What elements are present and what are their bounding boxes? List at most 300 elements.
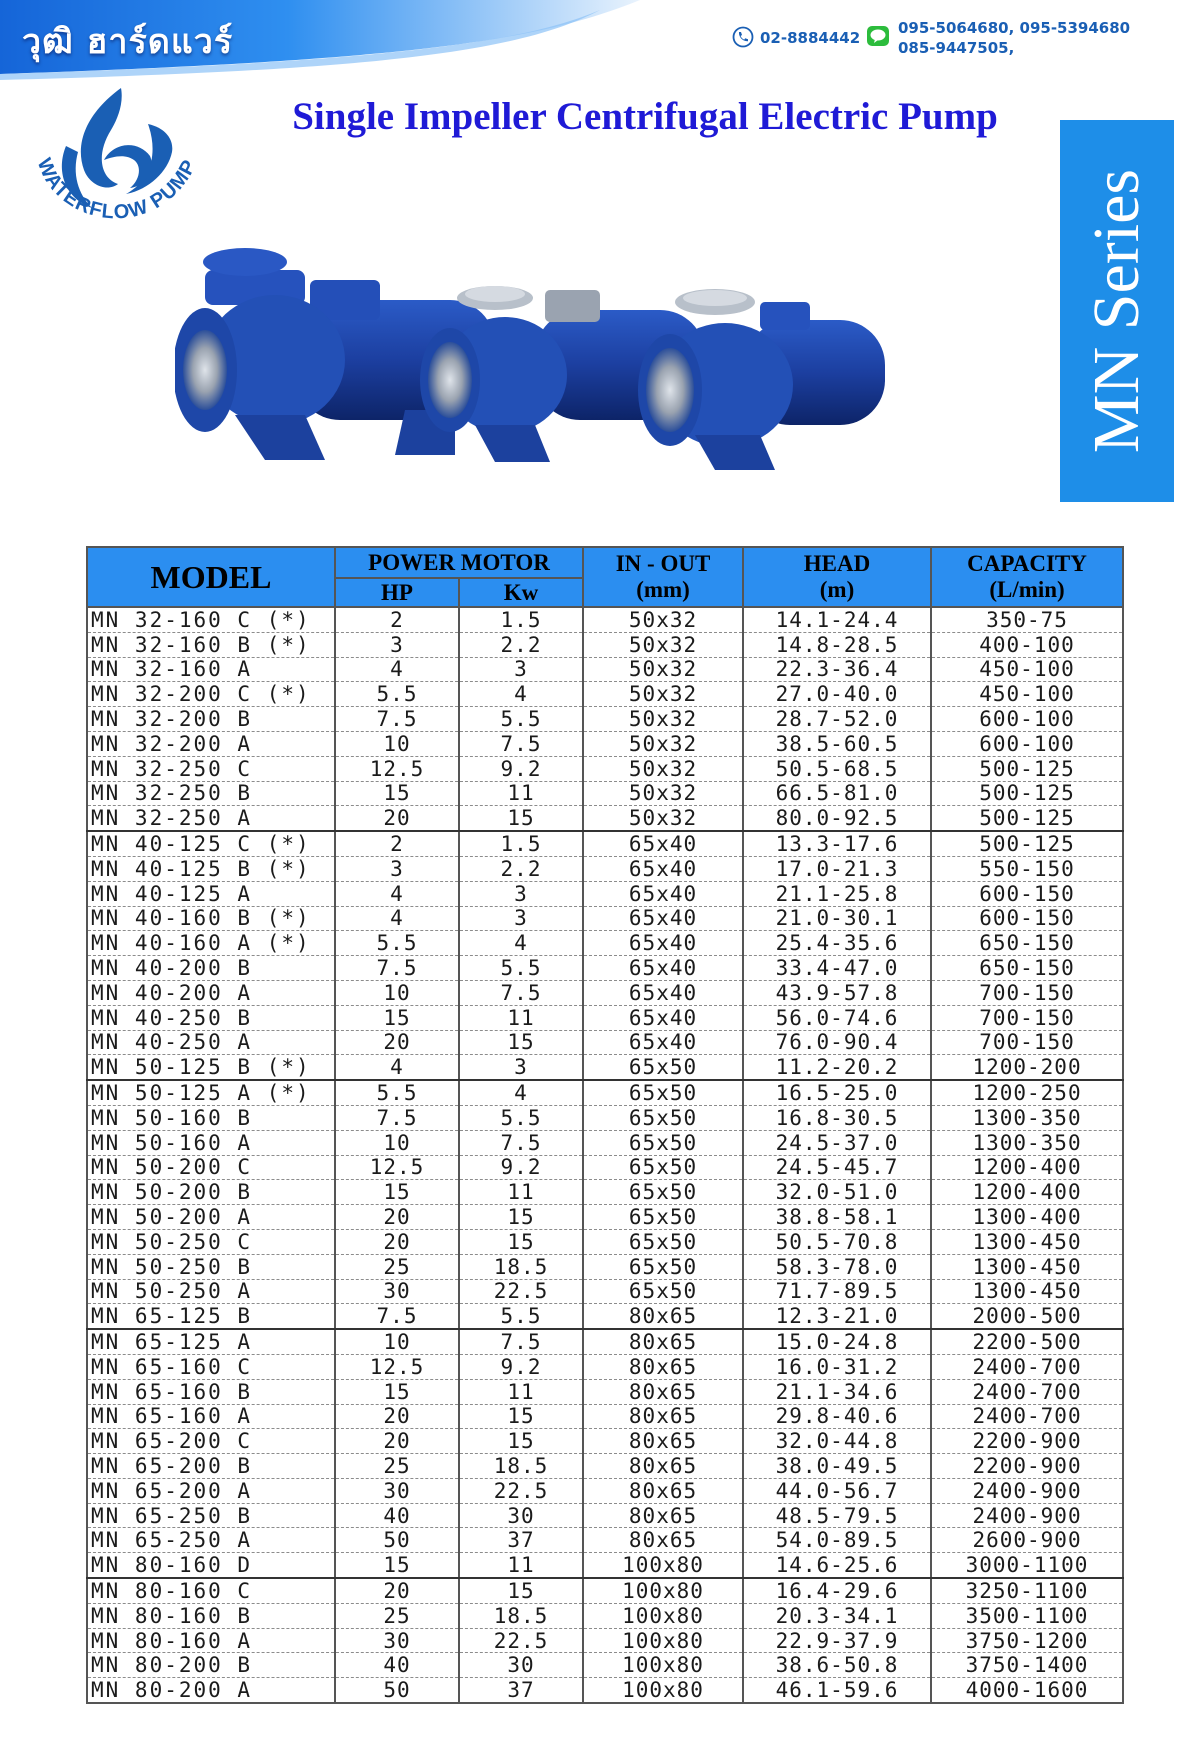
head-cell: 71.7-89.5	[743, 1279, 931, 1304]
svg-text:WATERFLOW PUMP	[33, 155, 201, 223]
table-row	[87, 1578, 1123, 1603]
kw-cell: 3	[459, 1055, 583, 1080]
head-cell: 16.8-30.5	[743, 1105, 931, 1130]
kw-cell: 9.2	[459, 1354, 583, 1379]
capacity-cell: 450-100	[931, 657, 1123, 682]
hp-cell: 10	[335, 980, 459, 1005]
model-cell: MN 65-200 B	[87, 1454, 335, 1479]
table-row	[87, 1155, 1123, 1180]
table-row	[87, 806, 1123, 831]
hp-cell: 7.5	[335, 1304, 459, 1329]
model-cell: MN 50-200 A	[87, 1205, 335, 1230]
head-cell: 56.0-74.6	[743, 1005, 931, 1030]
header-head-label: HEAD	[803, 551, 871, 576]
model-cell: MN 65-125 A	[87, 1329, 335, 1354]
in-out-cell: 65x40	[583, 956, 743, 981]
table-row	[87, 1254, 1123, 1279]
head-cell: 43.9-57.8	[743, 980, 931, 1005]
head-cell: 38.5-60.5	[743, 731, 931, 756]
head-cell: 44.0-56.7	[743, 1478, 931, 1503]
head-cell: 12.3-21.0	[743, 1304, 931, 1329]
in-out-cell: 100x80	[583, 1653, 743, 1678]
head-cell: 21.1-25.8	[743, 881, 931, 906]
hp-cell: 25	[335, 1454, 459, 1479]
hp-cell: 5.5	[335, 682, 459, 707]
hp-cell: 12.5	[335, 1155, 459, 1180]
head-cell: 50.5-68.5	[743, 756, 931, 781]
in-out-cell: 50x32	[583, 632, 743, 657]
header-kw: Kw	[459, 578, 583, 607]
hp-cell: 25	[335, 1254, 459, 1279]
table-row	[87, 980, 1123, 1005]
in-out-cell: 65x40	[583, 1030, 743, 1055]
kw-cell: 37	[459, 1528, 583, 1553]
table-row	[87, 1553, 1123, 1578]
hp-cell: 30	[335, 1279, 459, 1304]
kw-cell: 30	[459, 1503, 583, 1528]
head-cell: 20.3-34.1	[743, 1603, 931, 1628]
table-row	[87, 1528, 1123, 1553]
head-cell: 16.0-31.2	[743, 1354, 931, 1379]
header-in-out-unit: (mm)	[636, 577, 690, 602]
hp-cell: 15	[335, 1553, 459, 1578]
capacity-cell: 2400-700	[931, 1379, 1123, 1404]
phone-number[interactable]: 02-8884442	[760, 29, 861, 47]
in-out-cell: 80x65	[583, 1429, 743, 1454]
head-cell: 76.0-90.4	[743, 1030, 931, 1055]
capacity-cell: 3250-1100	[931, 1578, 1123, 1603]
capacity-cell: 2400-900	[931, 1478, 1123, 1503]
hp-cell: 12.5	[335, 756, 459, 781]
model-cell: MN 40-200 B	[87, 956, 335, 981]
table-row	[87, 956, 1123, 981]
kw-cell: 1.5	[459, 607, 583, 632]
kw-cell: 11	[459, 1005, 583, 1030]
series-badge	[1060, 120, 1174, 502]
table-row	[87, 1354, 1123, 1379]
model-cell: MN 40-250 A	[87, 1030, 335, 1055]
kw-cell: 11	[459, 1379, 583, 1404]
hp-cell: 40	[335, 1653, 459, 1678]
kw-cell: 5.5	[459, 1105, 583, 1130]
page-title: Single Impeller Centrifugal Electric Pump	[292, 95, 998, 138]
head-cell: 28.7-52.0	[743, 707, 931, 732]
capacity-cell: 600-100	[931, 731, 1123, 756]
in-out-cell: 65x40	[583, 931, 743, 956]
table-row	[87, 1205, 1123, 1230]
capacity-cell: 2200-900	[931, 1454, 1123, 1479]
model-cell: MN 32-200 A	[87, 731, 335, 756]
table-row	[87, 1030, 1123, 1055]
kw-cell: 18.5	[459, 1454, 583, 1479]
model-cell: MN 32-250 A	[87, 806, 335, 831]
in-out-cell: 80x65	[583, 1404, 743, 1429]
in-out-cell: 50x32	[583, 607, 743, 632]
in-out-cell: 80x65	[583, 1304, 743, 1329]
model-cell: MN 32-160 A	[87, 657, 335, 682]
hp-cell: 25	[335, 1603, 459, 1628]
table-row	[87, 1678, 1123, 1703]
head-cell: 13.3-17.6	[743, 831, 931, 856]
in-out-cell: 50x32	[583, 707, 743, 732]
hp-cell: 20	[335, 1578, 459, 1603]
capacity-cell: 1300-350	[931, 1130, 1123, 1155]
in-out-cell: 100x80	[583, 1603, 743, 1628]
in-out-cell: 100x80	[583, 1678, 743, 1703]
kw-cell: 5.5	[459, 707, 583, 732]
model-cell: MN 50-200 C	[87, 1155, 335, 1180]
table-row	[87, 756, 1123, 781]
table-row	[87, 906, 1123, 931]
hp-cell: 5.5	[335, 1080, 459, 1105]
head-cell: 29.8-40.6	[743, 1404, 931, 1429]
pump-product-image	[175, 240, 1015, 530]
model-cell: MN 80-200 B	[87, 1653, 335, 1678]
table-row	[87, 731, 1123, 756]
hp-cell: 10	[335, 1329, 459, 1354]
in-out-cell: 80x65	[583, 1503, 743, 1528]
head-cell: 32.0-51.0	[743, 1180, 931, 1205]
table-row	[87, 1503, 1123, 1528]
table-row	[87, 781, 1123, 806]
head-cell: 14.8-28.5	[743, 632, 931, 657]
table-row	[87, 1454, 1123, 1479]
capacity-cell: 500-125	[931, 781, 1123, 806]
head-cell: 32.0-44.8	[743, 1429, 931, 1454]
hp-cell: 15	[335, 1180, 459, 1205]
hp-cell: 7.5	[335, 1105, 459, 1130]
capacity-cell: 400-100	[931, 632, 1123, 657]
kw-cell: 3	[459, 881, 583, 906]
header-head	[743, 547, 931, 607]
capacity-cell: 1300-450	[931, 1254, 1123, 1279]
hp-cell: 20	[335, 1205, 459, 1230]
model-cell: MN 32-250 C	[87, 756, 335, 781]
in-out-cell: 65x50	[583, 1279, 743, 1304]
kw-cell: 15	[459, 1404, 583, 1429]
head-cell: 80.0-92.5	[743, 806, 931, 831]
capacity-cell: 1200-200	[931, 1055, 1123, 1080]
kw-cell: 5.5	[459, 1304, 583, 1329]
header-capacity-unit: (L/min)	[989, 577, 1065, 602]
in-out-cell: 65x40	[583, 856, 743, 881]
phone-icon	[732, 26, 754, 48]
model-cell: MN 80-160 B	[87, 1603, 335, 1628]
head-cell: 38.8-58.1	[743, 1205, 931, 1230]
waterflow-logo	[26, 82, 206, 237]
model-cell: MN 40-160 A (*)	[87, 931, 335, 956]
hp-cell: 5.5	[335, 931, 459, 956]
kw-cell: 11	[459, 1180, 583, 1205]
kw-cell: 4	[459, 1080, 583, 1105]
capacity-cell: 700-150	[931, 1030, 1123, 1055]
capacity-cell: 600-150	[931, 881, 1123, 906]
head-cell: 38.6-50.8	[743, 1653, 931, 1678]
model-cell: MN 65-160 C	[87, 1354, 335, 1379]
capacity-cell: 1300-350	[931, 1105, 1123, 1130]
model-cell: MN 65-200 A	[87, 1478, 335, 1503]
table-row	[87, 1429, 1123, 1454]
capacity-cell: 3750-1200	[931, 1628, 1123, 1653]
head-cell: 24.5-45.7	[743, 1155, 931, 1180]
in-out-cell: 65x50	[583, 1205, 743, 1230]
model-cell: MN 65-250 B	[87, 1503, 335, 1528]
kw-cell: 3	[459, 906, 583, 931]
header-capacity-label: CAPACITY	[967, 551, 1087, 576]
table-row	[87, 607, 1123, 632]
capacity-cell: 1200-400	[931, 1180, 1123, 1205]
in-out-cell: 50x32	[583, 682, 743, 707]
kw-cell: 15	[459, 806, 583, 831]
in-out-cell: 65x40	[583, 831, 743, 856]
in-out-cell: 100x80	[583, 1628, 743, 1653]
capacity-cell: 1200-400	[931, 1155, 1123, 1180]
capacity-cell: 450-100	[931, 682, 1123, 707]
model-cell: MN 50-160 B	[87, 1105, 335, 1130]
hp-cell: 4	[335, 881, 459, 906]
line-numbers-2: 085-9447505,	[898, 39, 1015, 57]
model-cell: MN 50-160 A	[87, 1130, 335, 1155]
model-cell: MN 32-160 B (*)	[87, 632, 335, 657]
hp-cell: 7.5	[335, 707, 459, 732]
brand-name: วุฒิ ฮาร์ดแวร์	[22, 22, 234, 62]
capacity-cell: 1300-450	[931, 1279, 1123, 1304]
in-out-cell: 50x32	[583, 806, 743, 831]
hp-cell: 20	[335, 1429, 459, 1454]
model-cell: MN 40-200 A	[87, 980, 335, 1005]
model-cell: MN 80-160 C	[87, 1578, 335, 1603]
head-cell: 16.4-29.6	[743, 1578, 931, 1603]
in-out-cell: 65x40	[583, 1005, 743, 1030]
head-cell: 14.1-24.4	[743, 607, 931, 632]
head-cell: 48.5-79.5	[743, 1503, 931, 1528]
capacity-cell: 700-150	[931, 980, 1123, 1005]
in-out-cell: 80x65	[583, 1454, 743, 1479]
kw-cell: 37	[459, 1678, 583, 1703]
head-cell: 38.0-49.5	[743, 1454, 931, 1479]
model-cell: MN 40-125 A	[87, 881, 335, 906]
in-out-cell: 65x50	[583, 1180, 743, 1205]
hp-cell: 4	[335, 906, 459, 931]
spec-table-body	[87, 607, 1123, 1703]
table-row	[87, 1304, 1123, 1329]
kw-cell: 22.5	[459, 1628, 583, 1653]
hp-cell: 20	[335, 1229, 459, 1254]
kw-cell: 11	[459, 1553, 583, 1578]
hp-cell: 30	[335, 1628, 459, 1653]
kw-cell: 1.5	[459, 831, 583, 856]
table-row	[87, 1653, 1123, 1678]
head-cell: 21.1-34.6	[743, 1379, 931, 1404]
header-model: MODEL	[87, 547, 335, 607]
hp-cell: 15	[335, 1379, 459, 1404]
kw-cell: 18.5	[459, 1603, 583, 1628]
kw-cell: 5.5	[459, 956, 583, 981]
hp-cell: 4	[335, 657, 459, 682]
model-cell: MN 80-200 A	[87, 1678, 335, 1703]
in-out-cell: 65x40	[583, 906, 743, 931]
in-out-cell: 50x32	[583, 781, 743, 806]
table-row	[87, 1080, 1123, 1105]
table-row	[87, 657, 1123, 682]
head-cell: 58.3-78.0	[743, 1254, 931, 1279]
capacity-cell: 500-125	[931, 831, 1123, 856]
kw-cell: 11	[459, 781, 583, 806]
hp-cell: 3	[335, 856, 459, 881]
hp-cell: 15	[335, 781, 459, 806]
table-row	[87, 1105, 1123, 1130]
in-out-cell: 50x32	[583, 756, 743, 781]
head-cell: 17.0-21.3	[743, 856, 931, 881]
table-row	[87, 1055, 1123, 1080]
capacity-cell: 500-125	[931, 806, 1123, 831]
series-label: MN Series	[1080, 168, 1153, 454]
kw-cell: 22.5	[459, 1478, 583, 1503]
in-out-cell: 65x50	[583, 1080, 743, 1105]
hp-cell: 20	[335, 806, 459, 831]
hp-cell: 50	[335, 1678, 459, 1703]
kw-cell: 7.5	[459, 1130, 583, 1155]
in-out-cell: 65x50	[583, 1254, 743, 1279]
in-out-cell: 50x32	[583, 731, 743, 756]
table-row	[87, 1180, 1123, 1205]
hp-cell: 2	[335, 607, 459, 632]
table-row	[87, 707, 1123, 732]
header-hp: HP	[335, 578, 459, 607]
kw-cell: 22.5	[459, 1279, 583, 1304]
in-out-cell: 50x32	[583, 657, 743, 682]
model-cell: MN 50-200 B	[87, 1180, 335, 1205]
capacity-cell: 2400-700	[931, 1404, 1123, 1429]
header-in-out-label: IN - OUT	[615, 551, 711, 576]
in-out-cell: 65x50	[583, 1155, 743, 1180]
model-cell: MN 50-250 A	[87, 1279, 335, 1304]
capacity-cell: 600-100	[931, 707, 1123, 732]
capacity-cell: 1300-400	[931, 1205, 1123, 1230]
kw-cell: 7.5	[459, 980, 583, 1005]
model-cell: MN 40-250 B	[87, 1005, 335, 1030]
hp-cell: 50	[335, 1528, 459, 1553]
table-row	[87, 1628, 1123, 1653]
capacity-cell: 2200-900	[931, 1429, 1123, 1454]
model-cell: MN 65-250 A	[87, 1528, 335, 1553]
model-cell: MN 40-160 B (*)	[87, 906, 335, 931]
head-cell: 50.5-70.8	[743, 1229, 931, 1254]
table-row	[87, 1329, 1123, 1354]
in-out-cell: 65x40	[583, 980, 743, 1005]
capacity-cell: 550-150	[931, 856, 1123, 881]
in-out-cell: 80x65	[583, 1379, 743, 1404]
capacity-cell: 700-150	[931, 1005, 1123, 1030]
capacity-cell: 650-150	[931, 956, 1123, 981]
model-cell: MN 50-125 A (*)	[87, 1080, 335, 1105]
capacity-cell: 2600-900	[931, 1528, 1123, 1553]
kw-cell: 4	[459, 931, 583, 956]
model-cell: MN 80-160 A	[87, 1628, 335, 1653]
head-cell: 66.5-81.0	[743, 781, 931, 806]
capacity-cell: 4000-1600	[931, 1678, 1123, 1703]
hp-cell: 40	[335, 1503, 459, 1528]
hp-cell: 12.5	[335, 1354, 459, 1379]
spec-table-container	[86, 546, 1122, 1704]
capacity-cell: 600-150	[931, 906, 1123, 931]
kw-cell: 9.2	[459, 756, 583, 781]
head-cell: 22.9-37.9	[743, 1628, 931, 1653]
hp-cell: 20	[335, 1404, 459, 1429]
table-row	[87, 831, 1123, 856]
capacity-cell: 2000-500	[931, 1304, 1123, 1329]
kw-cell: 15	[459, 1229, 583, 1254]
table-row	[87, 881, 1123, 906]
kw-cell: 30	[459, 1653, 583, 1678]
model-cell: MN 32-200 C (*)	[87, 682, 335, 707]
kw-cell: 7.5	[459, 1329, 583, 1354]
head-cell: 25.4-35.6	[743, 931, 931, 956]
table-row	[87, 1130, 1123, 1155]
capacity-cell: 500-125	[931, 756, 1123, 781]
table-row	[87, 1379, 1123, 1404]
head-cell: 24.5-37.0	[743, 1130, 931, 1155]
hp-cell: 10	[335, 1130, 459, 1155]
header-capacity	[931, 547, 1123, 607]
spec-table	[86, 546, 1124, 1704]
in-out-cell: 65x50	[583, 1105, 743, 1130]
model-cell: MN 80-160 D	[87, 1553, 335, 1578]
model-cell: MN 65-160 B	[87, 1379, 335, 1404]
header-head-unit: (m)	[819, 577, 855, 602]
header-in-out	[583, 547, 743, 607]
header-power-motor: POWER MOTOR	[335, 547, 583, 578]
table-row	[87, 632, 1123, 657]
model-cell: MN 65-160 A	[87, 1404, 335, 1429]
capacity-cell: 1300-450	[931, 1229, 1123, 1254]
hp-cell: 15	[335, 1005, 459, 1030]
head-cell: 21.0-30.1	[743, 906, 931, 931]
in-out-cell: 80x65	[583, 1354, 743, 1379]
head-cell: 15.0-24.8	[743, 1329, 931, 1354]
hp-cell: 4	[335, 1055, 459, 1080]
in-out-cell: 65x50	[583, 1055, 743, 1080]
capacity-cell: 650-150	[931, 931, 1123, 956]
table-row	[87, 931, 1123, 956]
kw-cell: 15	[459, 1578, 583, 1603]
in-out-cell: 100x80	[583, 1553, 743, 1578]
hp-cell: 20	[335, 1030, 459, 1055]
table-row	[87, 682, 1123, 707]
table-row	[87, 1279, 1123, 1304]
capacity-cell: 2400-900	[931, 1503, 1123, 1528]
model-cell: MN 65-200 C	[87, 1429, 335, 1454]
kw-cell: 2.2	[459, 632, 583, 657]
model-cell: MN 32-250 B	[87, 781, 335, 806]
hp-cell: 30	[335, 1478, 459, 1503]
model-cell: MN 32-200 B	[87, 707, 335, 732]
kw-cell: 7.5	[459, 731, 583, 756]
capacity-cell: 350-75	[931, 607, 1123, 632]
model-cell: MN 50-250 C	[87, 1229, 335, 1254]
table-row	[87, 1404, 1123, 1429]
kw-cell: 2.2	[459, 856, 583, 881]
in-out-cell: 65x50	[583, 1229, 743, 1254]
line-contact[interactable]	[898, 18, 1130, 58]
in-out-cell: 80x65	[583, 1329, 743, 1354]
in-out-cell: 80x65	[583, 1478, 743, 1503]
kw-cell: 15	[459, 1205, 583, 1230]
hp-cell: 2	[335, 831, 459, 856]
in-out-cell: 65x40	[583, 881, 743, 906]
capacity-cell: 3750-1400	[931, 1653, 1123, 1678]
capacity-cell: 1200-250	[931, 1080, 1123, 1105]
